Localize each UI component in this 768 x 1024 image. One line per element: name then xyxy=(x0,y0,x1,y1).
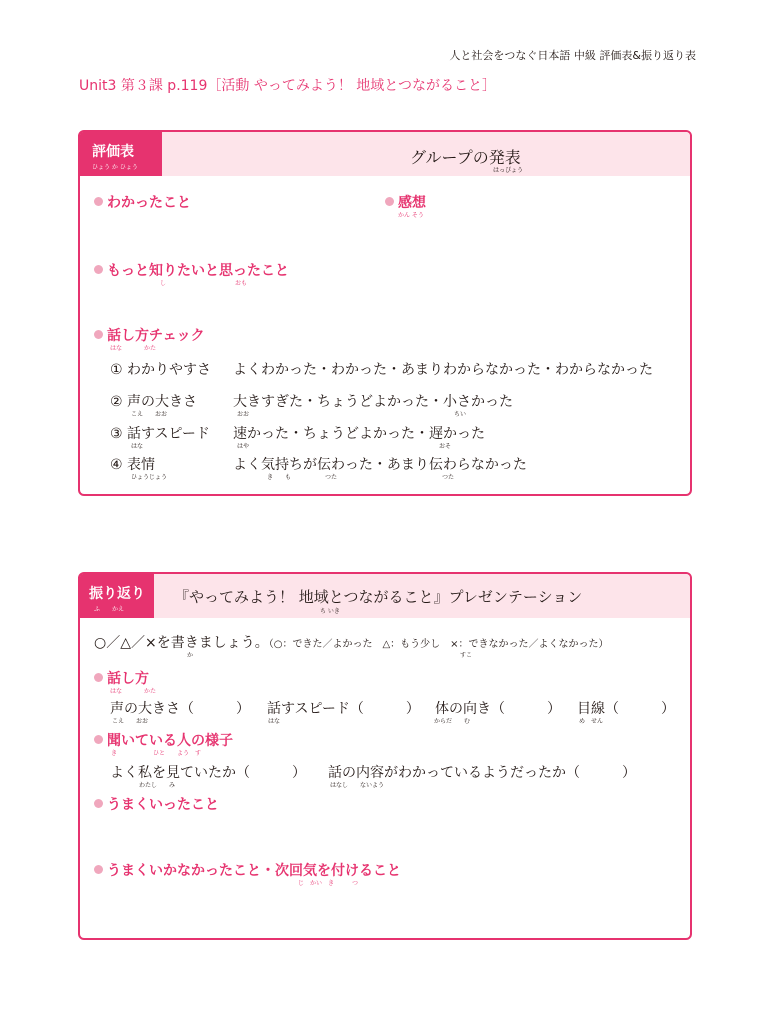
reflection-tag-ruby: ふ かえ xyxy=(94,606,125,613)
check-option-ruby-tsuta: つた xyxy=(325,474,338,481)
instruction: ○／△／×を書きましょう。（○：できた／よかった △：もう少し ×：できなかった／よくなかった） xyxy=(94,635,609,651)
bullet-dot xyxy=(94,735,103,744)
speaking-item: 話すスピード（ ） xyxy=(267,701,420,717)
check-option-ruby-late: おそ xyxy=(439,443,452,450)
want-ruby-shi: し xyxy=(160,280,167,287)
evaluation-header xyxy=(80,132,690,176)
speaking-ruby-hana: はな xyxy=(110,345,123,352)
check-option-ruby-small: ちい xyxy=(454,411,467,418)
check-item-options: 大きすぎた・ちょうどよかった・小さかった xyxy=(233,394,513,410)
speaking-item-ruby: め せん xyxy=(579,718,604,725)
want-ruby-omo: おも xyxy=(235,280,248,287)
bullet-dot xyxy=(94,330,103,339)
check-item-ruby: ひょうじょう xyxy=(131,474,168,481)
check-item-label: ② 声の大きさ xyxy=(110,394,198,410)
series-title: 人と社会をつなぐ日本語 中級 評価表&振り返り表 xyxy=(449,49,696,62)
bullet-dot xyxy=(94,265,103,274)
check-option-ruby: おお xyxy=(237,411,250,418)
speaking-item-ruby: からだ む xyxy=(434,718,471,725)
check-item-options: 速かった・ちょうどよかった・遅かった xyxy=(233,426,485,442)
audience-item: よく私を見ていたか（ ） xyxy=(110,765,306,781)
speaking-item: 声の大きさ（ ） xyxy=(110,701,250,717)
impression-heading: 感想 xyxy=(385,192,426,212)
bullet-dot xyxy=(94,865,103,874)
audience-item-ruby: わたし み xyxy=(139,782,176,789)
check-option-ruby: はや xyxy=(237,443,250,450)
evaluation-tag xyxy=(80,132,162,176)
speaking-heading: 話し方 xyxy=(94,668,149,688)
speaking-item-ruby: はな xyxy=(268,718,281,725)
reflection-tag-label: 振り返り xyxy=(89,586,145,602)
speaking-check-heading: 話し方チェック xyxy=(94,325,205,345)
speaking-ruby-hana: はな xyxy=(110,688,123,695)
unit-title: Unit3 第３課 p.119［活動 やってみよう！ 地域とつながること］ xyxy=(79,78,496,94)
evaluation-title: グループの発表 xyxy=(410,148,521,167)
check-option-ruby-tsuta: つた xyxy=(442,474,455,481)
bullet-dot xyxy=(385,197,394,206)
impression-ruby: かん そう xyxy=(398,212,424,219)
check-item-ruby: こえ おお xyxy=(131,411,168,418)
speaking-item: 目線（ ） xyxy=(577,701,675,717)
audience-item-ruby: はなし ないよう xyxy=(330,782,385,789)
speaking-ruby-kata: かた xyxy=(144,688,157,695)
speaking-ruby-kata: かた xyxy=(144,345,157,352)
bullet-dot xyxy=(94,799,103,808)
reflection-title: 『やってみよう！ 地域とつながること』プレゼンテーション xyxy=(174,588,583,606)
speaking-item-ruby: こえ おお xyxy=(112,718,149,725)
evaluation-box xyxy=(78,130,692,496)
evaluation-title-ruby: はっぴょう xyxy=(493,167,524,174)
bullet-dot xyxy=(94,197,103,206)
went-bad-heading: うまくいかなかったこと・次回気を付けること xyxy=(94,860,401,880)
bullet-dot xyxy=(94,673,103,682)
check-item-label: ③ 話すスピード xyxy=(110,426,210,442)
speaking-item: 体の向き（ ） xyxy=(435,701,561,717)
check-item-label: ④ 表情 xyxy=(110,457,156,473)
reflection-tag xyxy=(80,574,154,618)
reflection-title-ruby: ち いき xyxy=(320,608,340,615)
went-well-heading: うまくいったこと xyxy=(94,794,219,814)
want-to-know-heading: もっと知りたいと思ったこと xyxy=(94,260,289,280)
went-bad-ruby: じ かい き つ xyxy=(298,880,359,887)
evaluation-tag-ruby: ひょう か ひょう xyxy=(92,164,138,171)
legend-ruby: すこ xyxy=(460,652,473,659)
check-item-options: よく気持ちが伝わった・あまり伝わらなかった xyxy=(233,457,527,473)
check-item-ruby: はな xyxy=(131,443,144,450)
evaluation-tag-label: 評価表 xyxy=(92,144,134,160)
check-item-label: ① わかりやすさ xyxy=(110,362,212,378)
understood-heading: わかったこと xyxy=(94,192,191,212)
instruction-ruby: か xyxy=(187,652,194,659)
audience-item: 話の内容がわかっているようだったか（ ） xyxy=(328,765,636,781)
reflection-box xyxy=(78,572,692,940)
audience-ruby: き ひと よう す xyxy=(111,750,202,757)
audience-heading: 聞いている人の様子 xyxy=(94,730,233,750)
check-option-ruby: き も xyxy=(267,474,292,481)
check-item-options: よくわかった・わかった・あまりわからなかった・わからなかった xyxy=(233,362,653,378)
